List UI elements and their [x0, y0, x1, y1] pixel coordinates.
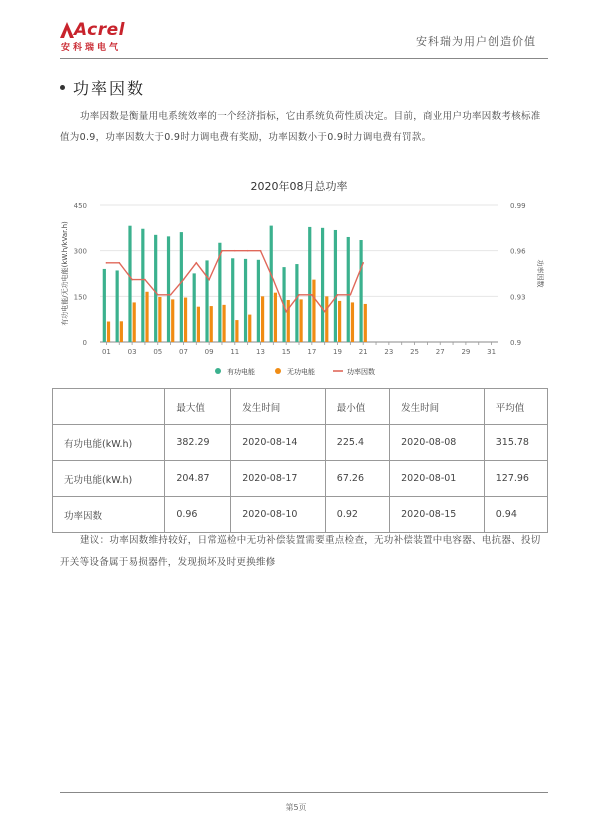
table-header-cell: 最小值	[325, 389, 389, 425]
point-power-factor	[208, 279, 210, 281]
bar-reactive-energy	[120, 321, 123, 342]
bar-active-energy	[128, 226, 131, 342]
advice-paragraph: 建议：功率因数维持较好，日常巡检中无功补偿装置需要重点检查，无功补偿装置中电容器、电抗器、投切开关等设备属于易损器件，发现损坏及时更换维修	[60, 535, 541, 568]
section-title-text: 功率因数	[73, 79, 146, 98]
table-header-cell: 最大值	[165, 389, 231, 425]
table-cell: 2020-08-08	[390, 425, 485, 461]
table-cell: 有功电能(kW.h)	[53, 425, 165, 461]
point-power-factor	[195, 262, 197, 264]
y-tick-label: 450	[73, 202, 87, 210]
table-cell: 225.4	[325, 425, 389, 461]
bar-reactive-energy	[364, 304, 367, 342]
x-tick-label: 27	[435, 348, 445, 356]
bar-active-energy	[359, 240, 362, 342]
bullet-icon	[60, 85, 65, 90]
logo-mark-icon	[60, 22, 74, 38]
table-row	[53, 497, 548, 533]
y-tick-label: 150	[73, 293, 87, 302]
x-tick-label: 15	[281, 348, 291, 356]
table-header-row	[53, 389, 548, 425]
bar-active-energy	[347, 237, 350, 342]
x-tick-label: 17	[307, 348, 317, 356]
x-tick-label: 13	[256, 348, 265, 356]
x-tick-label: 11	[230, 348, 240, 356]
bar-reactive-energy	[197, 307, 200, 342]
point-power-factor	[260, 250, 262, 252]
table-cell: 67.26	[325, 461, 389, 497]
x-tick-label: 03	[127, 348, 137, 356]
bar-reactive-energy	[210, 306, 213, 342]
bar-reactive-energy	[158, 297, 161, 342]
point-power-factor	[337, 294, 339, 296]
line-power-factor	[106, 251, 363, 312]
point-power-factor	[118, 262, 120, 264]
point-power-factor	[144, 279, 146, 281]
table-cell: 0.96	[165, 497, 231, 533]
page-number: 第5页	[285, 803, 307, 812]
bar-active-energy	[167, 236, 170, 342]
table-cell: 无功电能(kW.h)	[53, 461, 165, 497]
point-power-factor	[350, 294, 352, 296]
x-tick-label: 01	[101, 348, 111, 356]
point-power-factor	[106, 262, 108, 264]
logo-text: Acrel	[74, 20, 125, 40]
y2-tick-label: 0.9	[510, 339, 522, 347]
table-header-cell: 平均值	[484, 389, 547, 425]
y2-tick-label: 0.99	[510, 202, 526, 210]
point-power-factor	[221, 250, 223, 252]
bar-active-energy	[257, 260, 260, 342]
legend-label: 有功电能	[227, 368, 255, 376]
table-cell: 204.87	[165, 461, 231, 497]
table-cell: 2020-08-01	[390, 461, 485, 497]
bar-reactive-energy	[133, 302, 136, 342]
table-row	[53, 425, 548, 461]
table-row	[53, 461, 548, 497]
bar-reactive-energy	[325, 296, 328, 342]
point-power-factor	[247, 250, 249, 252]
table-cell: 0.92	[325, 497, 389, 533]
y-axis-label: 有功电能/无功电能(kW.h/kVar.h)	[61, 221, 69, 326]
legend-label: 功率因数	[347, 368, 375, 376]
summary-table	[52, 388, 548, 533]
x-tick-label: 21	[358, 348, 368, 356]
table-cell: 2020-08-17	[231, 461, 326, 497]
power-chart	[60, 175, 548, 385]
x-tick-label: 29	[461, 348, 471, 356]
bar-reactive-energy	[248, 315, 251, 342]
point-power-factor	[298, 294, 300, 296]
y-tick-label: 300	[73, 247, 87, 256]
table-cell: 2020-08-10	[231, 497, 326, 533]
chart-title: 2020年08月总功率	[250, 180, 348, 193]
x-tick-label: 09	[204, 348, 214, 356]
bar-active-energy	[116, 270, 119, 342]
bar-reactive-energy	[274, 293, 277, 342]
point-power-factor	[234, 250, 236, 252]
table-header-cell: 发生时间	[231, 389, 326, 425]
bar-active-energy	[103, 269, 106, 342]
y-tick-label: 0	[82, 339, 87, 347]
point-power-factor	[273, 279, 275, 281]
table-header-cell: 发生时间	[390, 389, 485, 425]
legend-swatch	[275, 368, 281, 374]
point-power-factor	[131, 279, 133, 281]
bar-active-energy	[334, 230, 337, 342]
bar-active-energy	[270, 226, 273, 342]
bar-reactive-energy	[171, 299, 174, 342]
header-divider	[60, 58, 548, 59]
bar-reactive-energy	[107, 322, 110, 342]
x-tick-label: 05	[153, 348, 163, 356]
bar-reactive-energy	[235, 320, 238, 342]
bar-reactive-energy	[300, 299, 303, 342]
table-cell: 功率因数	[53, 497, 165, 533]
table-header-cell	[53, 389, 165, 425]
bar-active-energy	[154, 235, 157, 342]
acrel-logo	[60, 20, 140, 54]
logo-cn-text: 安科瑞电气	[61, 43, 122, 53]
bar-active-energy	[193, 273, 196, 342]
page-header	[0, 0, 592, 62]
section-title	[60, 76, 145, 99]
x-tick-label: 07	[178, 348, 188, 356]
table-cell: 0.94	[484, 497, 547, 533]
table-cell: 382.29	[165, 425, 231, 461]
table-cell: 2020-08-14	[231, 425, 326, 461]
x-tick-label: 25	[410, 348, 420, 356]
bar-active-energy	[180, 232, 183, 342]
legend-swatch	[215, 368, 221, 374]
y2-tick-label: 0.96	[510, 247, 526, 256]
point-power-factor	[170, 294, 172, 296]
x-tick-label: 31	[487, 348, 497, 356]
bar-active-energy	[205, 260, 208, 342]
intro-paragraph: 功率因数是衡量用电系统效率的一个经济指标，它由系统负荷性质决定。目前，商业用户功率因数考核标准值为0.9，功率因数大于0.9时力调电费有奖励，功率因数小于0.9时力调电费有罚款。	[60, 111, 541, 143]
bar-active-energy	[141, 229, 144, 342]
bar-reactive-energy	[351, 302, 354, 342]
point-power-factor	[285, 311, 287, 313]
bar-reactive-energy	[222, 305, 225, 342]
point-power-factor	[311, 294, 313, 296]
x-tick-label: 23	[384, 348, 394, 356]
point-power-factor	[324, 311, 326, 313]
chart-svg	[60, 175, 548, 385]
table-cell: 315.78	[484, 425, 547, 461]
y2-tick-label: 0.93	[510, 293, 526, 302]
footer-divider	[60, 792, 548, 793]
point-power-factor	[362, 262, 364, 264]
bar-active-energy	[308, 227, 311, 342]
table-cell: 2020-08-15	[390, 497, 485, 533]
header-slogan: 安科瑞为用户创造价值	[416, 35, 536, 48]
point-power-factor	[157, 294, 159, 296]
bar-active-energy	[231, 258, 234, 342]
bar-active-energy	[295, 264, 298, 342]
bar-reactive-energy	[184, 298, 187, 342]
table-cell: 127.96	[484, 461, 547, 497]
bar-reactive-energy	[312, 280, 315, 342]
bar-reactive-energy	[145, 292, 148, 342]
legend-label: 无功电能	[287, 368, 315, 376]
bar-reactive-energy	[261, 296, 264, 342]
bar-active-energy	[244, 259, 247, 342]
bar-active-energy	[321, 228, 324, 342]
x-tick-label: 19	[333, 348, 342, 356]
y2-axis-label: 功率因数	[536, 259, 544, 288]
bar-reactive-energy	[338, 301, 341, 342]
point-power-factor	[183, 279, 185, 281]
